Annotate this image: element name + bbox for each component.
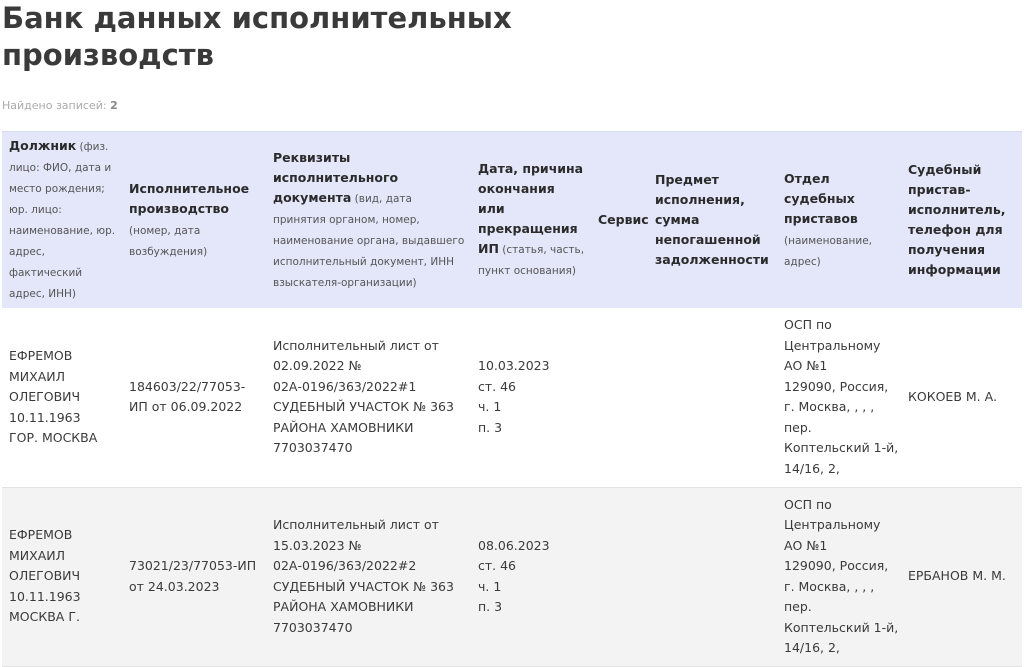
cell-service: [591, 308, 648, 487]
header-title: Сервис: [598, 212, 649, 227]
cell-line: Исполнительный лист от: [273, 337, 439, 353]
header-subtitle: (статья, часть, пункт основания): [478, 244, 585, 277]
cell-line: РАЙОНА ХАМОВНИКИ: [273, 419, 414, 435]
header-subtitle: (физ. лицо: ФИО, дата и место рождения; юр. лицо: наименование, юр. адрес, фактический адрес, ИНН): [9, 141, 116, 300]
header-department: [777, 132, 901, 309]
cell-line: ч. 1: [478, 578, 502, 594]
cell-line: РАЙОНА ХАМОВНИКИ: [273, 599, 414, 614]
cell-subject: [648, 487, 777, 666]
header-subtitle: (номер, дата возбуждения): [129, 224, 208, 258]
cell-department: [777, 487, 901, 666]
table-row: [2, 308, 1022, 487]
cell-debtor: [2, 487, 122, 666]
cell-line: от 24.03.2023: [129, 578, 220, 594]
cell-line: п. 3: [478, 419, 503, 435]
cell-line: 184603/22/77053-: [129, 378, 246, 394]
cell-line: ОСП по: [784, 496, 832, 512]
cell-line: 10.03.2023: [478, 358, 550, 374]
table-row: [2, 487, 1022, 666]
cell-line: 02.09.2022 №: [273, 358, 362, 374]
cell-document: [266, 308, 471, 487]
records-count: [2, 99, 118, 112]
page-title: Банк данных исполнительных производств: [2, 1, 512, 72]
records-count-value: 2: [110, 99, 118, 112]
header-bailiff: [901, 132, 1022, 309]
cell-line: ст. 46: [478, 558, 517, 573]
cell-department: [777, 308, 901, 487]
cell-line: 14/16, 2,: [784, 640, 840, 655]
cell-line: ОЛЕГОВИЧ: [9, 389, 81, 404]
header-title: Исполнительное производство: [129, 180, 250, 216]
cell-line: 02А-0196/363/2022#1: [273, 378, 417, 394]
cell-service: [591, 487, 648, 666]
header-title: Судебный пристав-исполнитель, телефон для получения информации: [908, 162, 1006, 277]
header-service: [591, 132, 648, 309]
cell-line: 10.11.1963: [9, 588, 81, 604]
cell-line: 7703037470: [273, 619, 353, 635]
cell-bailiff: КОКОЕВ М. А.: [901, 308, 1022, 487]
cell-line: ч. 1: [478, 399, 502, 415]
header-title: Дата, причина окончания или прекращения ИП: [478, 161, 584, 256]
cell-line: МИХАИЛ: [9, 368, 65, 384]
cell-line: г. Москва, , , ,: [784, 399, 875, 415]
header-title: Предмет исполнения, сумма непогашенной задолженности: [655, 172, 769, 267]
cell-subject: [648, 308, 777, 487]
table-header-row: [2, 132, 1022, 309]
records-count-label: Найдено записей:: [2, 99, 107, 112]
cell-line: ЕФРЕМОВ: [9, 527, 73, 543]
header-subject: [648, 132, 777, 309]
cell-line: 73021/23/77053-ИП: [129, 558, 257, 573]
cell-bailiff: ЕРБАНОВ М. М.: [901, 487, 1022, 666]
cell-line: 02А-0196/363/2022#2: [273, 558, 417, 573]
header-title: Отдел судебных приставов: [784, 170, 858, 226]
cell-line: пер.: [784, 599, 812, 614]
results-table: [2, 131, 1022, 667]
cell-line: Коптельский 1-й,: [784, 440, 899, 456]
cell-line: ИП от 06.09.2022: [129, 399, 243, 415]
cell-proceeding: [122, 308, 266, 487]
cell-line: г. Москва, , , ,: [784, 578, 875, 594]
header-subtitle: (вид, дата принятия органом, номер, наименование органа, выдавшего исполнительный документ, ИНН взыскателя-организации): [273, 192, 465, 289]
cell-end-reason: [471, 308, 591, 487]
header-debtor: [2, 132, 122, 309]
header-document: [266, 132, 471, 309]
cell-line: пер.: [784, 419, 812, 435]
header-title: Реквизиты исполнительного документа: [273, 149, 399, 205]
header-end-reason: [471, 132, 591, 309]
header-subtitle: (наименование, адрес): [784, 234, 872, 268]
cell-line: Центральному: [784, 337, 881, 353]
cell-line: 129090, Россия,: [784, 378, 889, 394]
cell-line: 08.06.2023: [478, 537, 550, 553]
cell-document: [266, 487, 471, 666]
cell-debtor: [2, 308, 122, 487]
cell-line: 14/16, 2,: [784, 460, 840, 476]
cell-line: Центральному: [784, 517, 881, 532]
cell-line: СУДЕБНЫЙ УЧАСТОК № 363: [273, 578, 454, 594]
cell-line: п. 3: [478, 599, 503, 614]
cell-line: МИХАИЛ: [9, 547, 65, 563]
cell-line: ГОР. МОСКВА: [9, 430, 98, 445]
cell-line: Исполнительный лист от: [273, 517, 439, 532]
cell-line: МОСКВА Г.: [9, 609, 80, 625]
cell-line: Коптельский 1-й,: [784, 619, 899, 635]
cell-line: ОСП по: [784, 317, 832, 333]
cell-line: 10.11.1963: [9, 409, 81, 425]
cell-line: СУДЕБНЫЙ УЧАСТОК № 363: [273, 399, 454, 415]
cell-line: ЕФРЕМОВ: [9, 348, 73, 363]
cell-line: ОЛЕГОВИЧ: [9, 568, 81, 584]
cell-line: 15.03.2023 №: [273, 537, 362, 553]
cell-end-reason: [471, 487, 591, 666]
cell-line: ст. 46: [478, 378, 517, 394]
cell-line: 7703037470: [273, 440, 353, 456]
cell-line: 129090, Россия,: [784, 558, 889, 573]
header-proceeding: [122, 132, 266, 309]
cell-line: АО №1: [784, 537, 828, 553]
cell-proceeding: [122, 487, 266, 666]
header-title: Должник: [9, 138, 77, 153]
cell-line: АО №1: [784, 358, 828, 374]
